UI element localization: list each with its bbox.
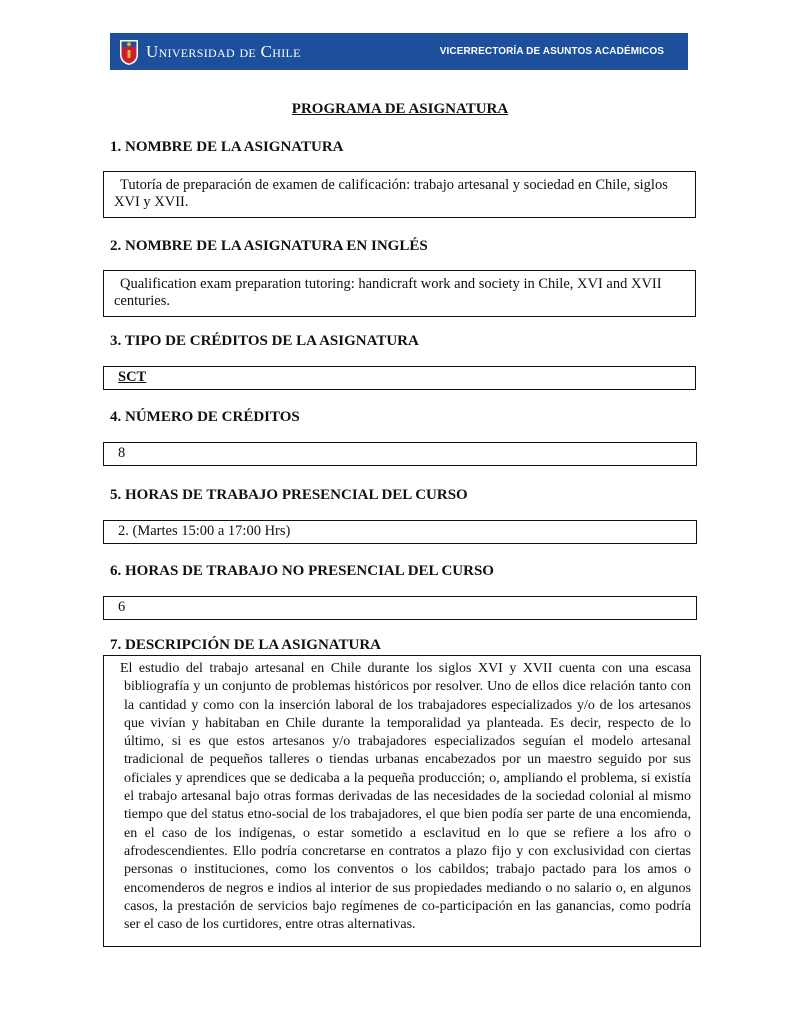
- section-5-content: 2. (Martes 15:00 a 17:00 Hrs): [118, 523, 291, 539]
- section-1-heading: 1. NOMBRE DE LA ASIGNATURA: [110, 139, 344, 155]
- page-title: PROGRAMA DE ASIGNATURA: [291, 101, 509, 117]
- section-7-heading: 7. DESCRIPCIÓN DE LA ASIGNATURA: [110, 637, 382, 653]
- section-2-box: [103, 270, 696, 317]
- section-2-content: Qualification exam preparation tutoring: handicraft work and society in Chile, XVI and XVII centuries.: [114, 276, 662, 309]
- section-5-heading: 5. HORAS DE TRABAJO PRESENCIAL DEL CURSO: [110, 487, 468, 503]
- section-7-box: [103, 655, 701, 947]
- section-2-heading: 2. NOMBRE DE LA ASIGNATURA EN INGLÉS: [110, 238, 428, 254]
- section-4-box: [103, 442, 697, 466]
- section-6-heading: 6. HORAS DE TRABAJO NO PRESENCIAL DEL CURSO: [110, 563, 494, 579]
- brand: [118, 38, 301, 66]
- section-7-content: El estudio del trabajo artesanal en Chile durante los siglos XVI y XVII cuenta con una escasa bibliografía y un conjunto de problemas históricos por resolver. Uno de ellos dice relación tanto con la cantidad y como con la inserción laboral de los trabajadores especializados y/o de los artesanos que vivían y habitaban en Chile durante la temporalidad ya planteada. Es decir, respecto de lo último, si es que estos artesanos y/o trabajadores especializados seguían el modelo artesanal tradicional de pequeños talleres o tiendas urbanas encabezados por un maestro seguido por sus oficiales y aprendices que se dedicaba a la pequeña producción; o, ampliando el problema, si existía el trabajo artesanal bajo otras formas derivadas de las necesidades de la sociedad colonial al mismo tiempo que del status etno-social de los trabajadores, el que bien podía ser parte de una encomienda, en el caso de los indígenas, o estar sometido a esclavitud en lo que se refiere a los afro o afrodescendientes. Ello podría concretarse en contratos a plazo fijo y con exclusividad con ciertas personas o instituciones, como los conventos o los cabildos; trabajo pactado para los amos o encomenderos de negros e indios al interior de sus propiedades mediando o no salario o, en algunos casos, la prestación de servicios bajo regímenes de co-participación en las ganancias, como podría ser el caso de los curtidores, entre otras alternativas.: [120, 661, 691, 933]
- university-name: Universidad de Chile: [146, 41, 301, 61]
- section-5-box: [103, 520, 697, 544]
- section-3-heading: 3. TIPO DE CRÉDITOS DE LA ASIGNATURA: [110, 333, 419, 349]
- section-4-heading: 4. NÚMERO DE CRÉDITOS: [110, 409, 300, 425]
- section-6-box: [103, 596, 697, 620]
- university-crest-icon: [118, 38, 140, 66]
- header-banner: [110, 33, 688, 70]
- section-1-content: Tutoría de preparación de examen de calificación: trabajo artesanal y sociedad en Chile, siglos XVI y XVII.: [114, 177, 668, 210]
- section-1-box: [103, 171, 696, 218]
- section-3-content: SCT: [118, 369, 147, 385]
- section-6-content: 6: [118, 599, 126, 615]
- office-name: VICERRECTORÍA DE ASUNTOS ACADÉMICOS: [439, 46, 664, 57]
- section-4-content: 8: [118, 445, 126, 461]
- section-3-box: [103, 366, 696, 390]
